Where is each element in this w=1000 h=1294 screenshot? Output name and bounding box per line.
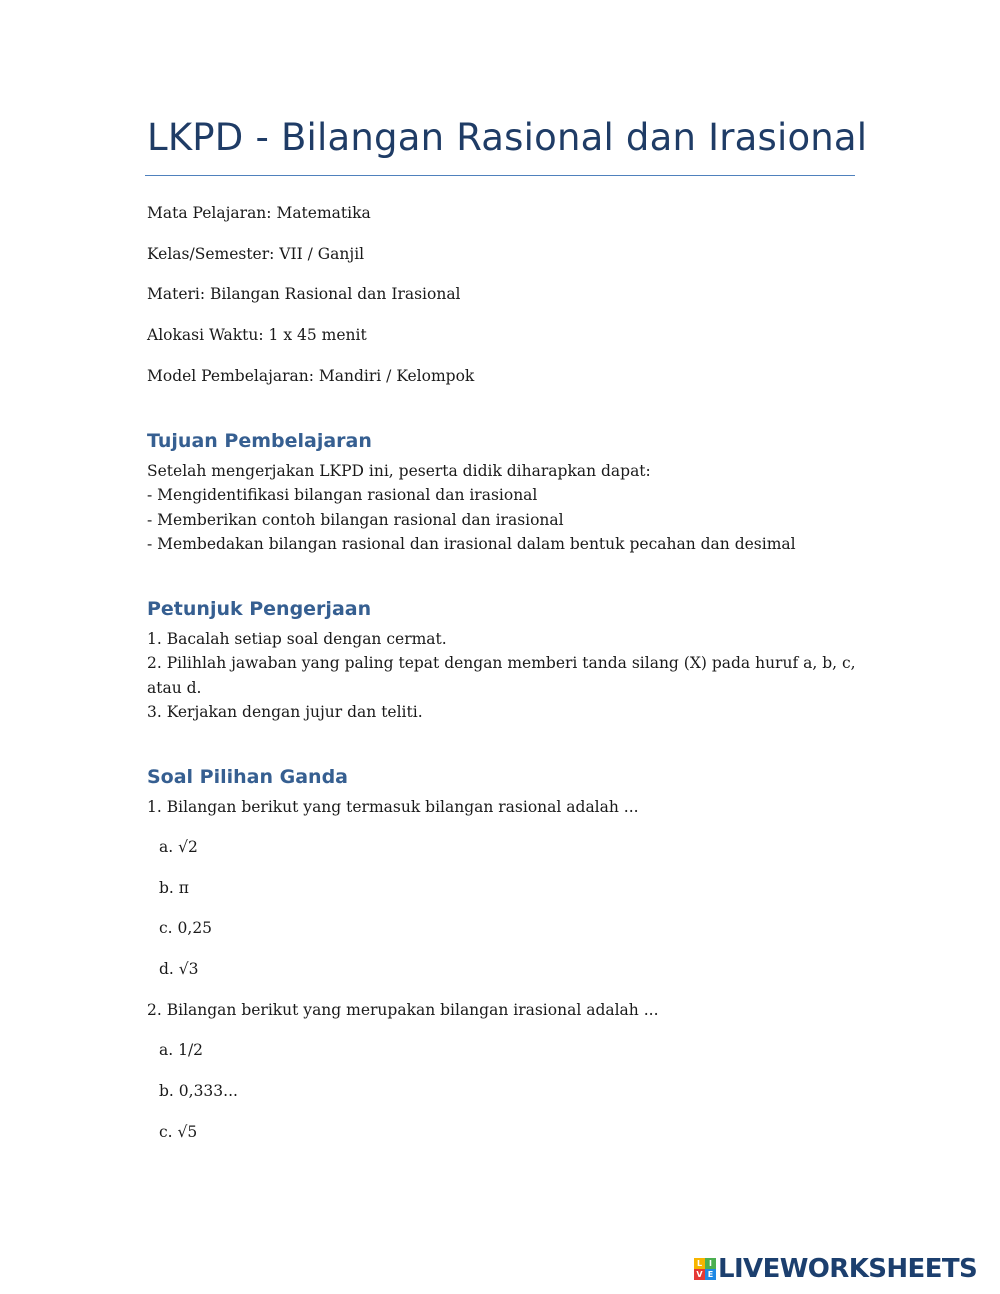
meta-subject: Mata Pelajaran: Matematika bbox=[147, 204, 371, 222]
logo-letter-i: I bbox=[705, 1258, 716, 1269]
brand-wordmark: LIVEWORKSHEETS bbox=[718, 1254, 978, 1284]
section-heading-petunjuk: Petunjuk Pengerjaan bbox=[147, 598, 372, 620]
title-divider bbox=[145, 175, 855, 176]
section-heading-soal: Soal Pilihan Ganda bbox=[147, 766, 349, 788]
petunjuk-item: 3. Kerjakan dengan jujur dan teliti. bbox=[147, 702, 423, 721]
logo-letter-v: V bbox=[694, 1269, 705, 1280]
question-2: 2. Bilangan berikut yang merupakan bilangan irasional adalah ... bbox=[147, 1001, 659, 1019]
question-2-option-a[interactable]: a. 1/2 bbox=[159, 1041, 204, 1059]
petunjuk-item-continued: atau d. bbox=[147, 678, 202, 697]
tujuan-item: - Memberikan contoh bilangan rasional dan irasional bbox=[147, 510, 564, 529]
question-1-option-c[interactable]: c. 0,25 bbox=[159, 919, 213, 937]
page-title: LKPD - Bilangan Rasional dan Irasional bbox=[147, 116, 868, 159]
tujuan-item: - Mengidentifikasi bilangan rasional dan irasional bbox=[147, 486, 538, 505]
logo-letter-l: L bbox=[694, 1258, 705, 1269]
meta-class-semester: Kelas/Semester: VII / Ganjil bbox=[147, 245, 365, 263]
question-1-option-a[interactable]: a. √2 bbox=[159, 838, 198, 856]
liveworksheets-brand bbox=[694, 1255, 977, 1283]
question-2-option-c[interactable]: c. √5 bbox=[159, 1123, 198, 1141]
meta-material: Materi: Bilangan Rasional dan Irasional bbox=[147, 285, 461, 303]
meta-learning-model: Model Pembelajaran: Mandiri / Kelompok bbox=[147, 367, 475, 385]
meta-time-allocation: Alokasi Waktu: 1 x 45 menit bbox=[147, 326, 367, 344]
petunjuk-item: 1. Bacalah setiap soal dengan cermat. bbox=[147, 630, 447, 648]
question-1-option-d[interactable]: d. √3 bbox=[159, 960, 199, 978]
tujuan-body bbox=[147, 459, 847, 556]
petunjuk-item: 2. Pilihlah jawaban yang paling tepat dengan memberi tanda silang (X) pada huruf a, b, c, bbox=[147, 654, 856, 673]
question-1: 1. Bilangan berikut yang termasuk bilangan rasional adalah ... bbox=[147, 798, 639, 816]
section-heading-tujuan: Tujuan Pembelajaran bbox=[147, 430, 372, 452]
question-2-option-b[interactable]: b. 0,333... bbox=[159, 1082, 238, 1100]
liveworksheets-logo-icon bbox=[694, 1258, 716, 1280]
question-1-option-b[interactable]: b. π bbox=[159, 879, 189, 897]
logo-letter-e: E bbox=[705, 1269, 716, 1280]
tujuan-item: - Membedakan bilangan rasional dan irasional dalam bentuk pecahan dan desimal bbox=[147, 534, 796, 553]
tujuan-intro: Setelah mengerjakan LKPD ini, peserta didik diharapkan dapat: bbox=[147, 462, 651, 480]
petunjuk-body bbox=[147, 627, 856, 724]
